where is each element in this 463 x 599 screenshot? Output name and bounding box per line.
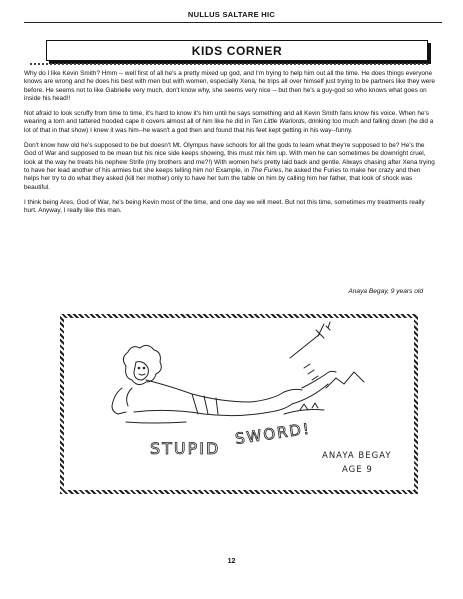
figure-hair [123, 345, 161, 384]
signature-name: ANAYA BEGAY [322, 451, 392, 461]
running-header: NULLUS SALTARE HIC [187, 10, 276, 19]
caption-sword: SWORD! [234, 419, 312, 448]
mountains [326, 372, 364, 388]
paragraph-2 [24, 110, 436, 135]
article-body [24, 70, 436, 222]
paragraph-2-end: , drinking too much and falling down (he did a lot of that in that show) I knew it was him--he wasn't a god then and found that his feet kept getting in his way--funny. [24, 118, 434, 134]
sword [290, 324, 324, 358]
page-number: 12 [227, 558, 236, 565]
section-title: KIDS CORNER [191, 43, 283, 58]
caption-stupid: STUPID [150, 439, 221, 458]
episode-title-1: Ten Little Warlords [251, 118, 305, 126]
figure-face [134, 362, 148, 380]
author-signoff: Anaya Begay, 9 years old [348, 288, 423, 295]
banner-stripes [30, 63, 430, 65]
paragraph-3 [24, 142, 436, 192]
paragraph-4: I think being Ares, God of War, he's being Kevin most of the time, and one day we will meet. But not this time, sometimes my treatments really hurt. Anyway, I really like this man. [24, 198, 425, 215]
figure-body [146, 380, 302, 402]
figure-legs [292, 371, 336, 404]
child-drawing [64, 318, 406, 482]
section-banner [46, 40, 428, 61]
drawing-frame [60, 314, 418, 494]
signature-age: AGE 9 [342, 465, 373, 475]
paragraph-2-start: Not afraid to look scruffy from time to time, it's hard to know it's him until he says something and all Kevin Smith fans know his voice. When he's wearing a torn and tattered hooded cape it covers almost all of him like he did in [24, 110, 429, 126]
figure-arm [112, 388, 126, 414]
paragraph-3-start: Don't know how old he's supposed to be but doesn't Mt. Olympus have schools for all the gods to learn what they're supposed to be? He's the God of War and supposed to be mean but his nice side keeps showing, this must mix him up. With men he can sometimes be downright cruel, look at the way he treats his nephew Strife (my brothers and me?!) With women he's pretty laid back and gentle. Always chasing after Xena trying to have her lead another of his armies but she keeps telling him no! Example, in [24, 142, 435, 174]
episode-title-2: The Furies [251, 166, 282, 174]
paragraph-3-end: , he asked the Furies to make her crazy and then helps her try to do what they asked (kill her mother) only to have her turn the table on him by calling him her father, that look of shock was beautiful. [24, 166, 421, 191]
paragraph-1: Why do I like Kevin Smith? Hmm -- well first of all he's a pretty mixed up god, and I'm trying to help him out all the time. He does things everyone knows are wrong and he does his best with men but with women, especially Xena, he trips all over himself just trying to be partners like they were before. He seems not to like Gabrielle very much, don't know why, she seems very nice -- but then he's a guy-god so who knows what goes on inside his head!! [24, 70, 435, 102]
header-rule [24, 22, 442, 23]
